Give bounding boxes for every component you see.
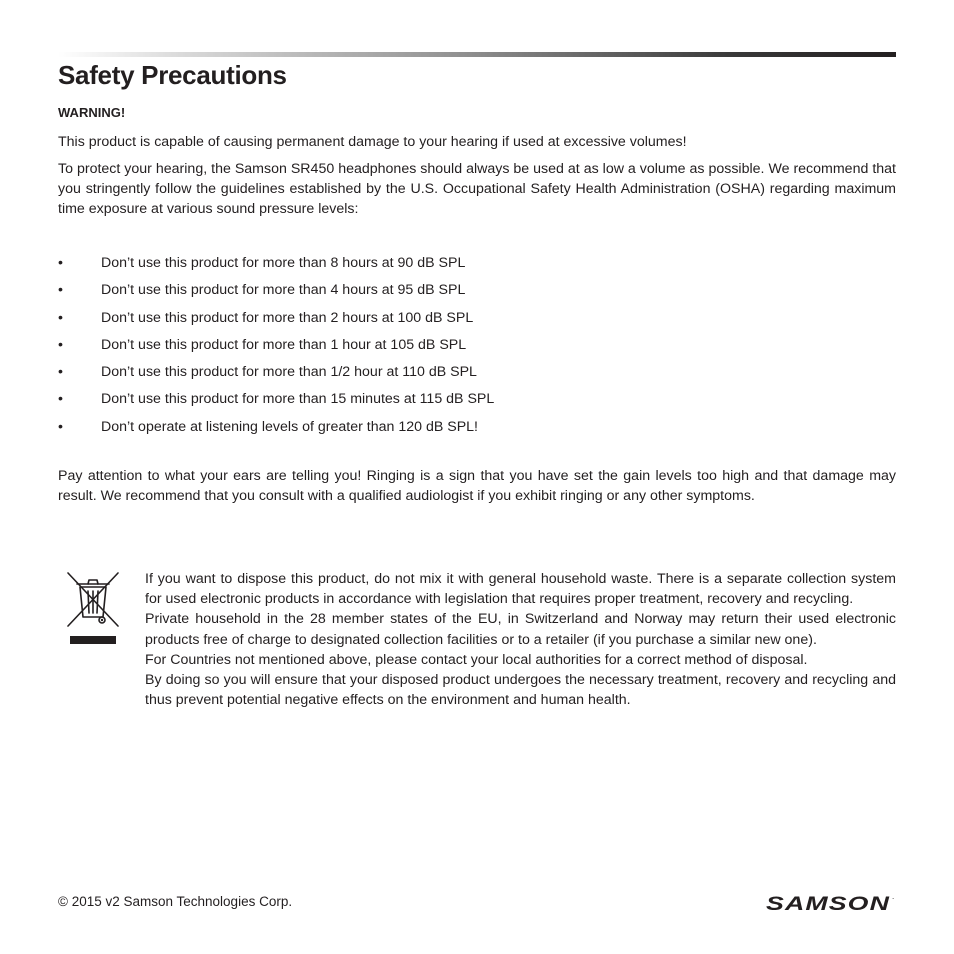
page-title: Safety Precautions xyxy=(58,60,287,90)
guideline-text: Don’t operate at listening levels of greater than 120 dB SPL! xyxy=(101,418,478,435)
samson-logo xyxy=(765,890,897,914)
disposal-paragraph: For Countries not mentioned above, please contact your local authorities for a correct method of disposal. xyxy=(145,651,808,668)
guideline-text: Don’t use this product for more than 1 hour at 105 dB SPL xyxy=(101,336,467,353)
bullet-icon: • xyxy=(58,309,63,326)
list-item xyxy=(58,362,896,389)
samson-logo-text: SAMSON xyxy=(766,894,891,914)
guideline-text: Don’t use this product for more than 1/2 hour at 110 dB SPL xyxy=(101,364,477,381)
guidelines-list xyxy=(58,253,896,444)
disposal-paragraph: If you want to dispose this product, do not mix it with general household waste. There is a separate collection system for used electronic products in accordance with legislation that requires proper treatment, recovery and recycling. xyxy=(145,571,896,608)
intro-paragraph: This product is capable of causing permanent damage to your hearing if used at excessive volumes! xyxy=(58,134,687,150)
list-item xyxy=(58,308,896,335)
bullet-icon: • xyxy=(58,336,63,353)
bullet-icon: • xyxy=(58,282,63,299)
guideline-text: Don’t use this product for more than 8 hours at 90 dB SPL xyxy=(101,255,466,271)
guideline-text: Don’t use this product for more than 4 hours at 95 dB SPL xyxy=(101,282,466,299)
warning-label: WARNING! xyxy=(58,105,126,120)
footer-copyright: © 2015 v2 Samson Technologies Corp. xyxy=(58,894,293,909)
disposal-paragraph: By doing so you will ensure that your disposed product undergoes the necessary treatment, recovery and recycling and thus prevent potential negative effects on the environment and human health. xyxy=(145,672,896,709)
guideline-text: Don’t use this product for more than 2 hours at 100 dB SPL xyxy=(101,309,474,326)
disposal-notice xyxy=(145,569,896,710)
list-item xyxy=(58,335,896,362)
list-item xyxy=(58,253,896,280)
bullet-icon: • xyxy=(58,391,63,408)
guideline-text: Don’t use this product for more than 15 minutes at 115 dB SPL xyxy=(101,391,495,408)
header-gradient-rule xyxy=(58,52,896,57)
weee-crossed-bin-icon xyxy=(62,570,124,646)
samson-logo-mark: . xyxy=(892,892,895,901)
list-item xyxy=(58,417,896,444)
disposal-paragraph: Private household in the 28 member states of the EU, in Switzerland and Norway may return their used electronic products free of charge to designated collection facilities or to a retailer (if you purchase a similar new one). xyxy=(145,611,896,648)
attention-paragraph: Pay attention to what your ears are telling you! Ringing is a sign that you have set the gain levels too high and that damage may result. We recommend that you consult with a qualified audiologist if you exhibit ringing or any other symptoms. xyxy=(58,468,896,504)
protect-paragraph: To protect your hearing, the Samson SR450 headphones should always be used at as low a volume as possible. We recommend that you stringently follow the guidelines established by the U.S. Occupational Safety Health Administration (OSHA) regarding maximum time exposure at various sound pressure levels: xyxy=(58,161,896,217)
list-item xyxy=(58,280,896,307)
bullet-icon: • xyxy=(58,364,63,381)
bullet-icon: • xyxy=(58,418,63,435)
bullet-icon: • xyxy=(58,255,63,271)
list-item xyxy=(58,389,896,416)
